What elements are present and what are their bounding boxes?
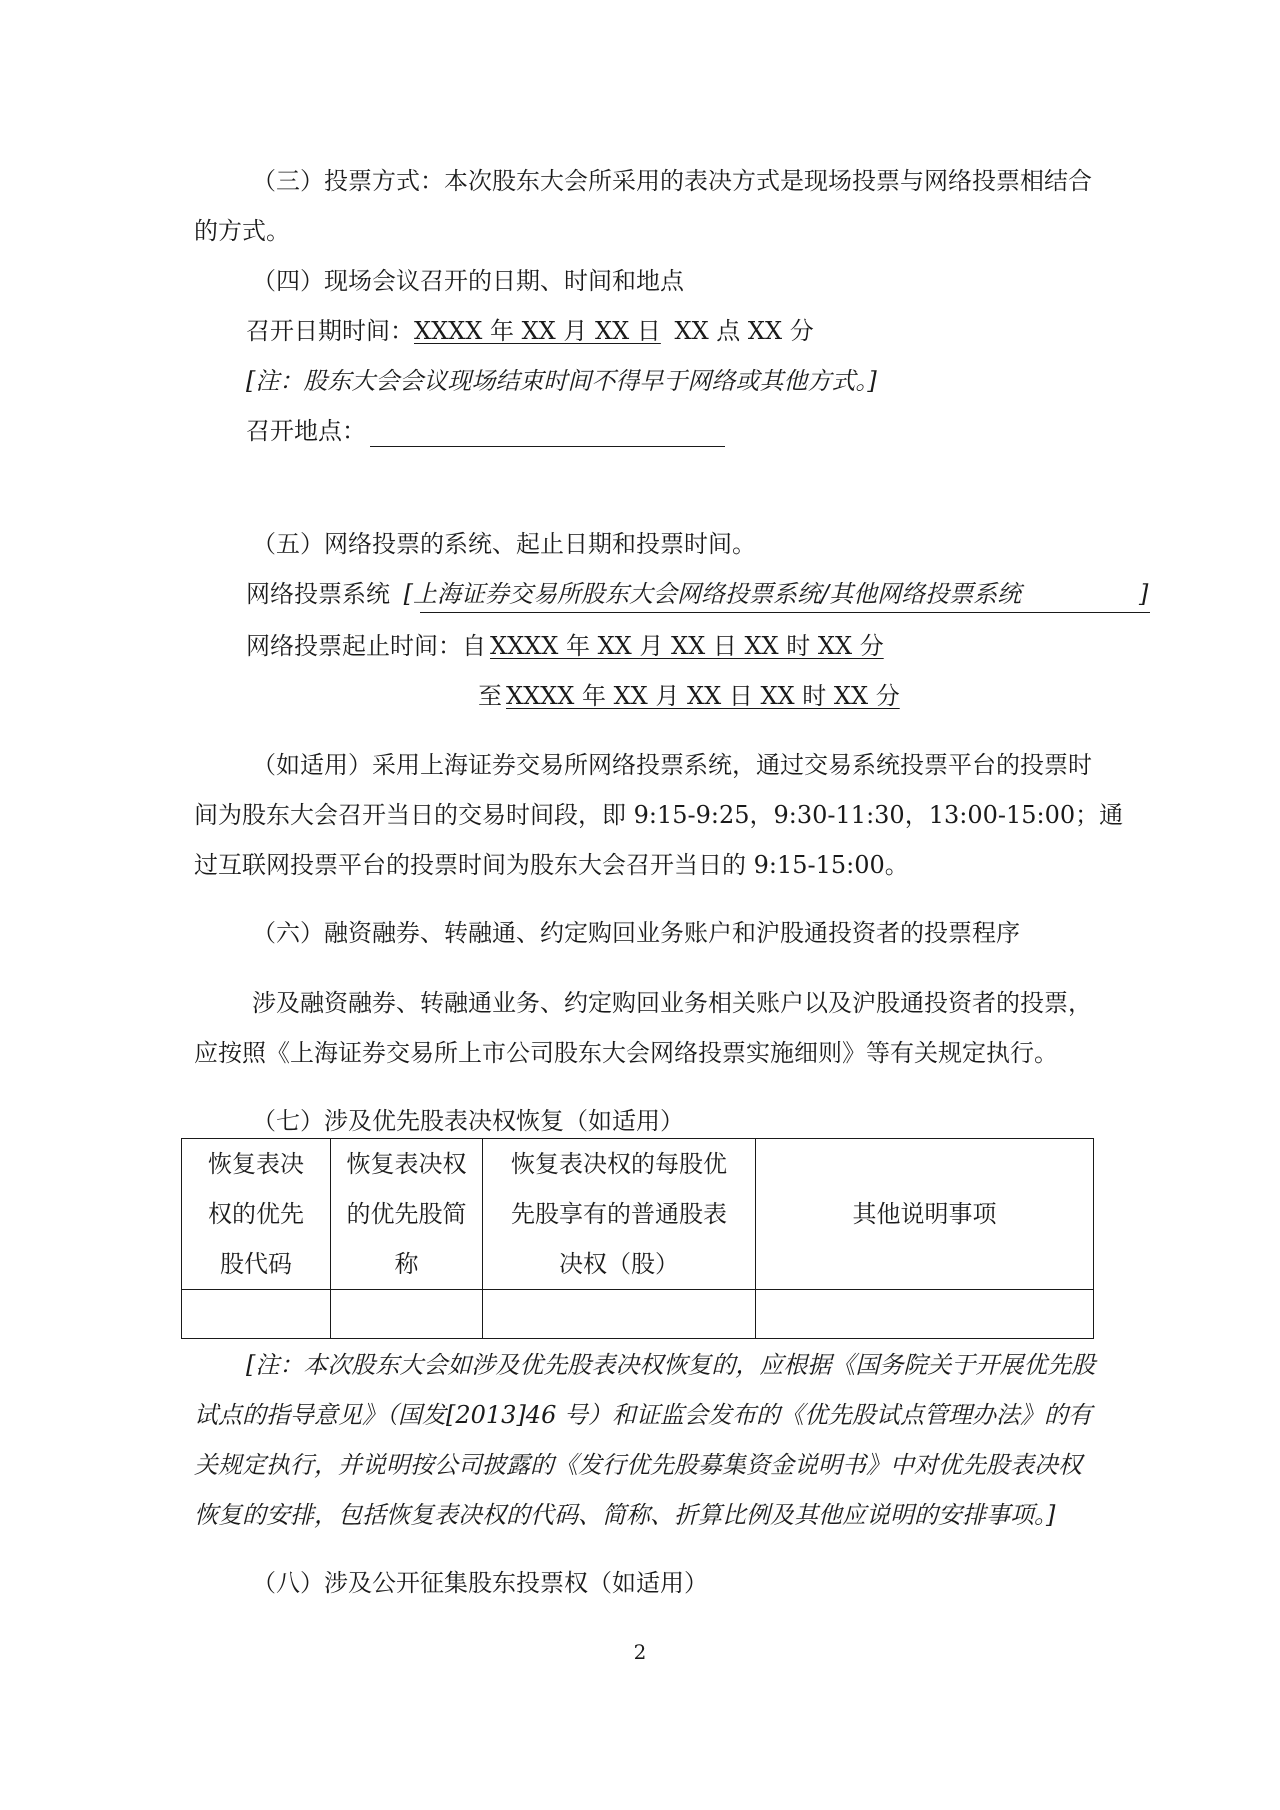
col-header-code-line2: 权的优先 — [208, 1200, 304, 1228]
col-header-code-line3: 股代码 — [220, 1250, 292, 1278]
meeting-date-label: 召开日期时间： — [246, 317, 414, 345]
section6-heading: （六）融资融券、转融通、约定购回业务账户和沪股通投资者的投票程序 — [252, 919, 1020, 947]
section8-heading: （八）涉及公开征集股东投票权（如适用） — [252, 1569, 708, 1597]
col-header-code-line1: 恢复表决 — [208, 1150, 304, 1178]
table-cell — [756, 1290, 1094, 1339]
network-period-start: XXXX 年 XX 月 XX 日 XX 时 XX 分 — [490, 632, 884, 660]
col-header-voting-rights-line2: 先股享有的普通股表 — [511, 1200, 727, 1228]
network-system-label: 网络投票系统 — [246, 580, 390, 608]
col-header-short-name — [331, 1139, 483, 1290]
section7-note-3: 关规定执行，并说明按公司披露的《发行优先股募集资金说明书》中对优先股表决权 — [194, 1451, 1082, 1479]
section5-heading: （五）网络投票的系统、起止日期和投票时间。 — [252, 530, 756, 558]
col-header-other-notes: 其他说明事项 — [756, 1139, 1094, 1290]
section6-body-1: 涉及融资融券、转融通业务、约定购回业务相关账户以及沪股通投资者的投票， — [252, 989, 1092, 1017]
section7-note-2: 试点的指导意见》（国发[2013]46 号）和证监会发布的《优先股试点管理办法》的有 — [194, 1401, 1092, 1429]
table-cell — [182, 1290, 331, 1339]
network-period-start-line — [246, 630, 884, 662]
meeting-place-line — [246, 415, 725, 447]
col-header-short-name-line3: 称 — [394, 1250, 419, 1278]
section6-body-2: 应按照《上海证券交易所上市公司股东大会网络投票实施细则》等有关规定执行。 — [194, 1039, 1058, 1067]
section4-heading: （四）现场会议召开的日期、时间和地点 — [252, 267, 684, 295]
network-system-open-bracket: [ — [403, 580, 414, 608]
table-cell — [483, 1290, 756, 1339]
table-header-row — [182, 1139, 1094, 1290]
preferred-share-table — [181, 1138, 1094, 1339]
section5-applicable-3: 过互联网投票平台的投票时间为股东大会召开当日的 9:15-15:00。 — [194, 851, 909, 879]
col-header-code — [182, 1139, 331, 1290]
network-period-label: 网络投票起止时间：自 — [246, 632, 486, 660]
section5-applicable-1: （如适用）采用上海证券交易所网络投票系统，通过交易系统投票平台的投票时 — [252, 751, 1092, 779]
meeting-place-blank — [370, 424, 725, 447]
meeting-date-line — [246, 315, 814, 347]
section5-applicable-2: 间为股东大会召开当日的交易时间段，即 9:15-9:25，9:30-11:30，13:00-15:00；通 — [194, 801, 1124, 829]
page-number: 2 — [633, 1640, 647, 1664]
section3-line2: 的方式。 — [194, 217, 290, 245]
col-header-voting-rights-line1: 恢复表决权的每股优 — [511, 1150, 727, 1178]
col-header-short-name-line1: 恢复表决权 — [346, 1150, 467, 1178]
section7-note-1: [注：本次股东大会如涉及优先股表决权恢复的，应根据《国务院关于开展优先股 — [246, 1351, 1096, 1379]
network-system-close-bracket: ] — [1139, 580, 1149, 608]
network-system-value: 上海证券交易所股东大会网络投票系统/其他网络投票系统 — [413, 580, 1022, 608]
meeting-time-value: XX 点 XX 分 — [674, 317, 814, 345]
section7-heading: （七）涉及优先股表决权恢复（如适用） — [252, 1107, 684, 1135]
meeting-place-label: 召开地点： — [246, 417, 366, 445]
col-header-short-name-line2: 的优先股简 — [346, 1200, 467, 1228]
col-header-voting-rights-line3: 决权（股） — [559, 1250, 679, 1278]
network-period-end: XXXX 年 XX 月 XX 日 XX 时 XX 分 — [506, 682, 900, 710]
section4-note: [注：股东大会会议现场结束时间不得早于网络或其他方式。] — [246, 367, 877, 395]
meeting-date-value: XXXX 年 XX 月 XX 日 — [414, 317, 661, 345]
network-period-end-line — [478, 680, 900, 712]
table-row — [182, 1290, 1094, 1339]
section7-note-4: 恢复的安排，包括恢复表决权的代码、简称、折算比例及其他应说明的安排事项。] — [194, 1501, 1056, 1529]
network-system-underline — [420, 612, 1150, 613]
table-cell — [331, 1290, 483, 1339]
col-header-voting-rights — [483, 1139, 756, 1290]
section3-line1: （三）投票方式：本次股东大会所采用的表决方式是现场投票与网络投票相结合 — [252, 167, 1092, 195]
network-period-to: 至 — [478, 682, 502, 710]
network-system-line — [246, 578, 1156, 610]
